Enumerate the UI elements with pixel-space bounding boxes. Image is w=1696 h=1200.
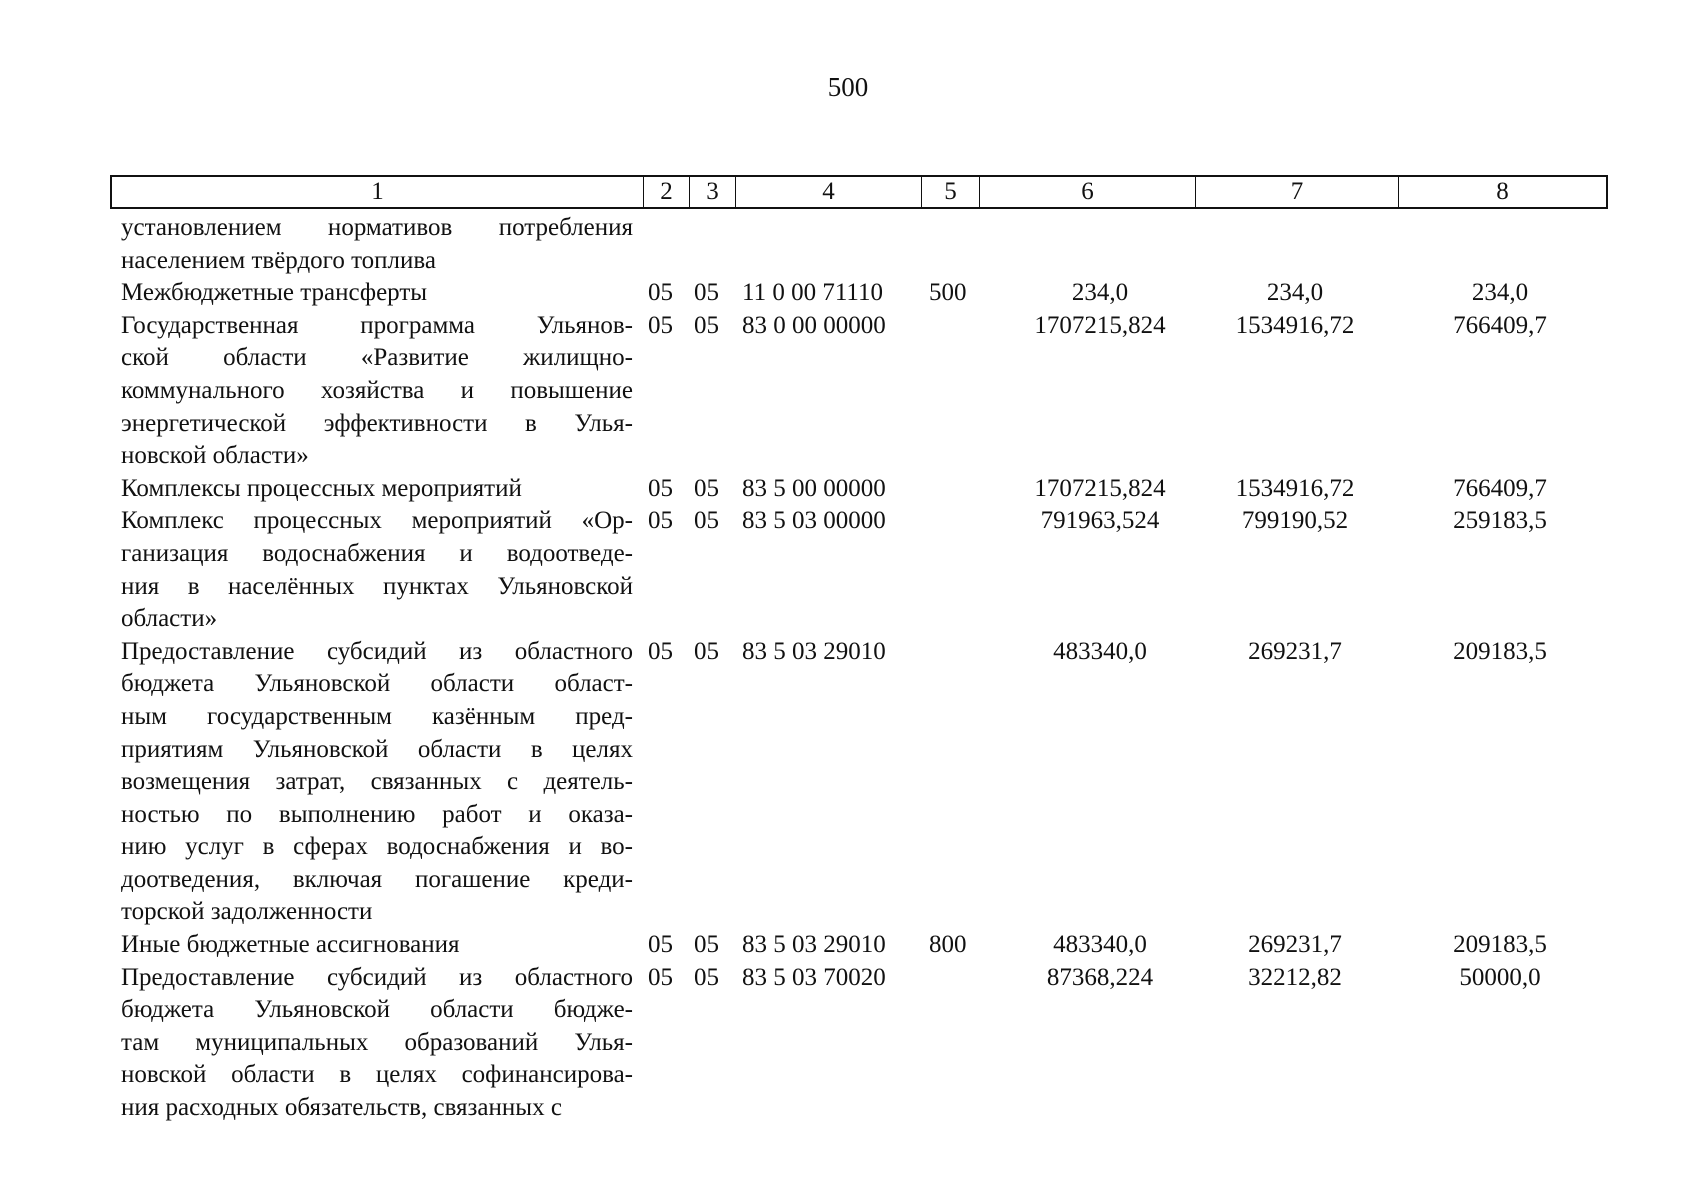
description-line: бюджета Ульяновской области бюдже- xyxy=(121,996,633,1024)
header-col-3: 3 xyxy=(690,177,736,207)
description-line: новской области в целях софинансирова- xyxy=(121,1061,633,1089)
cell-col-5: 800 xyxy=(929,931,967,959)
cell-col-2: 05 xyxy=(648,474,673,502)
cell-col-5: 500 xyxy=(929,279,967,307)
description-line: Межбюджетные трансферты xyxy=(121,279,428,307)
cell-col-3: 05 xyxy=(694,931,719,959)
description-line: новской области» xyxy=(121,442,309,470)
row-description xyxy=(121,962,633,1125)
row-description xyxy=(121,212,633,277)
page-number: 500 xyxy=(827,72,869,102)
cell-col-6: 791963,524 xyxy=(1040,507,1160,535)
cell-col-7: 1534916,72 xyxy=(1235,311,1355,339)
table-row xyxy=(0,962,1696,1125)
header-col-4: 4 xyxy=(736,177,922,207)
row-description xyxy=(121,473,633,506)
cell-col-3: 05 xyxy=(694,963,719,991)
table-row xyxy=(0,212,1696,277)
cell-col-3: 05 xyxy=(694,474,719,502)
description-line: Государственная программа Ульянов- xyxy=(121,311,633,339)
row-description xyxy=(121,636,633,929)
description-line: ностью по выполнению работ и оказа- xyxy=(121,800,633,828)
header-col-1: 1 xyxy=(112,177,644,207)
cell-col-4: 83 5 03 29010 xyxy=(742,931,886,959)
header-col-6: 6 xyxy=(980,177,1196,207)
cell-col-7: 269231,7 xyxy=(1248,637,1342,665)
cell-col-2: 05 xyxy=(648,637,673,665)
description-line: там муниципальных образований Улья- xyxy=(121,1028,633,1056)
description-line: приятиям Ульяновской области в целях xyxy=(121,735,633,763)
cell-col-8: 259183,5 xyxy=(1453,507,1547,535)
cell-col-4: 11 0 00 71110 xyxy=(742,279,883,307)
description-line: ской области «Развитие жилищно- xyxy=(121,344,633,372)
description-line: коммунального хозяйства и повышение xyxy=(121,376,633,404)
description-line: бюджета Ульяновской области област- xyxy=(121,670,633,698)
cell-col-7: 799190,52 xyxy=(1241,507,1349,535)
cell-col-3: 05 xyxy=(694,637,719,665)
row-description xyxy=(121,505,633,635)
cell-col-2: 05 xyxy=(648,311,673,339)
description-line: области» xyxy=(121,605,218,633)
row-description xyxy=(121,277,633,310)
description-line: доотведения, включая погашение креди- xyxy=(121,865,633,893)
cell-col-6: 87368,224 xyxy=(1046,963,1154,991)
cell-col-6: 1707215,824 xyxy=(1034,474,1166,502)
row-description xyxy=(121,929,633,962)
description-line: Предоставление субсидий из областного xyxy=(121,637,633,665)
cell-col-7: 269231,7 xyxy=(1248,931,1342,959)
table-header xyxy=(110,175,1608,209)
description-line: торской задолженности xyxy=(121,898,373,926)
header-col-7: 7 xyxy=(1196,177,1399,207)
table-body xyxy=(0,212,1696,1125)
cell-col-6: 1707215,824 xyxy=(1034,311,1166,339)
description-line: установлением нормативов потребления xyxy=(121,214,633,241)
table-row xyxy=(0,310,1696,473)
cell-col-8: 50000,0 xyxy=(1459,963,1541,991)
cell-col-3: 05 xyxy=(694,507,719,535)
cell-col-6: 483340,0 xyxy=(1053,637,1147,665)
cell-col-4: 83 0 00 00000 xyxy=(742,311,886,339)
cell-col-4: 83 5 03 00000 xyxy=(742,507,886,535)
cell-col-8: 209183,5 xyxy=(1453,931,1547,959)
cell-col-8: 766409,7 xyxy=(1453,474,1547,502)
cell-col-7: 32212,82 xyxy=(1248,963,1342,991)
header-col-8: 8 xyxy=(1496,178,1509,205)
header-col-5: 5 xyxy=(922,177,980,207)
description-line: населением твёрдого топлива xyxy=(121,246,436,274)
table-row xyxy=(0,505,1696,635)
cell-col-7: 234,0 xyxy=(1266,279,1324,307)
cell-col-8: 234,0 xyxy=(1471,279,1529,307)
description-line: Предоставление субсидий из областного xyxy=(121,963,633,991)
description-line: ния расходных обязательств, связанных с xyxy=(121,1094,562,1122)
cell-col-6: 234,0 xyxy=(1071,279,1129,307)
description-line: Комплекс процессных мероприятий «Ор- xyxy=(121,507,633,535)
row-description xyxy=(121,310,633,473)
description-line: Комплексы процессных мероприятий xyxy=(121,474,522,502)
cell-col-4: 83 5 03 29010 xyxy=(742,637,886,665)
cell-col-2: 05 xyxy=(648,963,673,991)
description-line: ния в населённых пунктах Ульяновской xyxy=(121,572,633,600)
table-row xyxy=(0,929,1696,962)
cell-col-3: 05 xyxy=(694,279,719,307)
description-line: энергетической эффективности в Улья- xyxy=(121,409,633,437)
table-row xyxy=(0,277,1696,310)
cell-col-6: 483340,0 xyxy=(1053,931,1147,959)
cell-col-2: 05 xyxy=(648,279,673,307)
cell-col-7: 1534916,72 xyxy=(1235,474,1355,502)
cell-col-8: 766409,7 xyxy=(1453,311,1547,339)
cell-col-2: 05 xyxy=(648,931,673,959)
table-row xyxy=(0,636,1696,929)
description-line: Иные бюджетные ассигнования xyxy=(121,931,460,959)
cell-col-4: 83 5 03 70020 xyxy=(742,963,886,991)
header-col-2: 2 xyxy=(644,177,690,207)
description-line: ным государственным казённым пред- xyxy=(121,702,633,730)
description-line: возмещения затрат, связанных с деятель- xyxy=(121,768,633,796)
cell-col-2: 05 xyxy=(648,507,673,535)
description-line: ганизация водоснабжения и водоотведе- xyxy=(121,539,633,567)
table-row xyxy=(0,473,1696,506)
cell-col-8: 209183,5 xyxy=(1453,637,1547,665)
description-line: нию услуг в сферах водоснабжения и во- xyxy=(121,833,633,861)
cell-col-4: 83 5 00 00000 xyxy=(742,474,886,502)
cell-col-3: 05 xyxy=(694,311,719,339)
